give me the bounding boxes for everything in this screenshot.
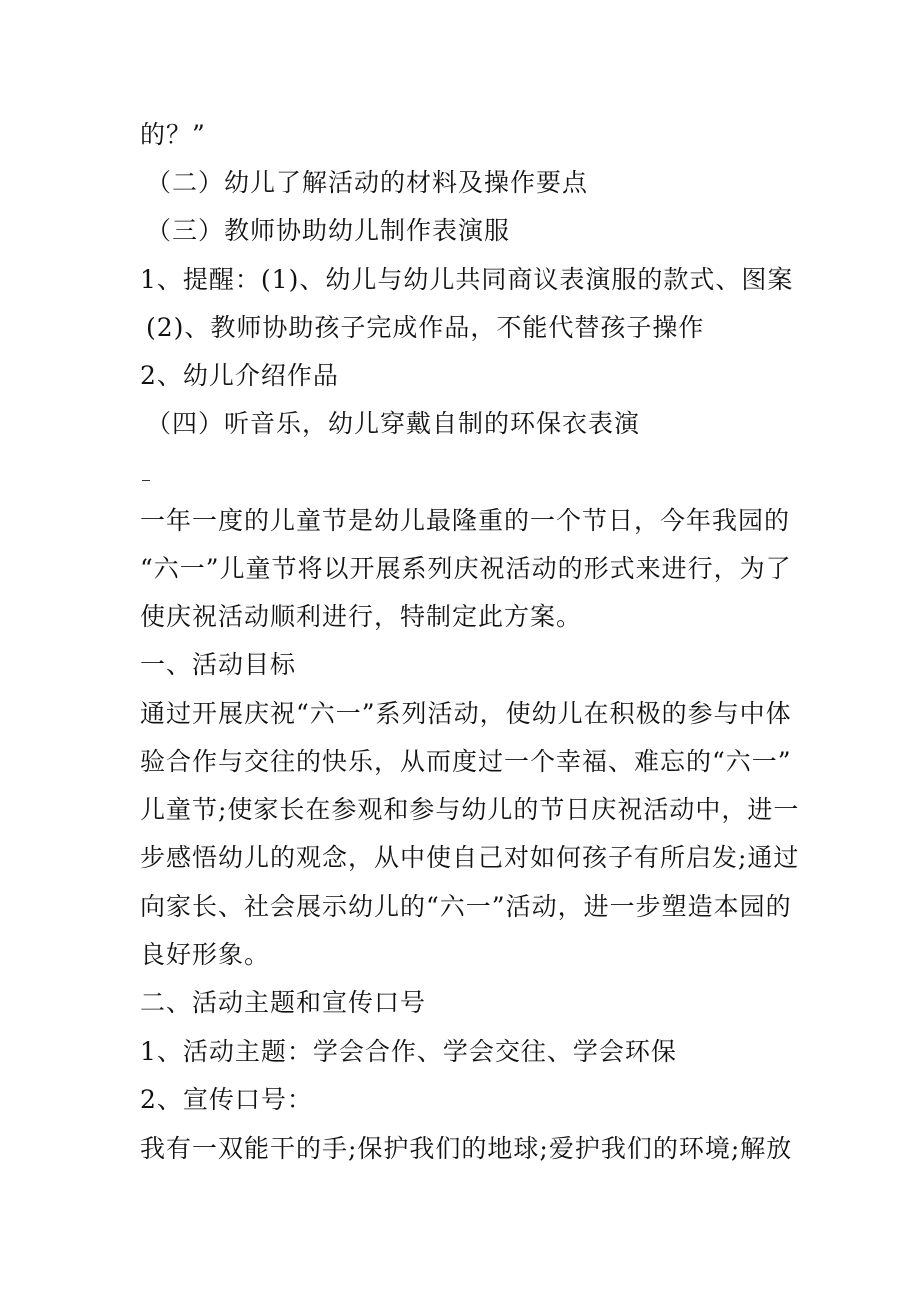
section-heading: 二、活动主题和宣传口号 <box>140 988 427 1017</box>
text-line: 使庆祝活动顺利进行，特制定此方案。 <box>140 602 583 631</box>
text-line: 良好形象。 <box>140 940 271 969</box>
text-line: 步感悟幼儿的观念，从中使自己对如何孩子有所启发;通过 <box>140 843 800 872</box>
paragraph-separator <box>142 480 150 481</box>
text-line: 一年一度的儿童节是幼儿最隆重的一个节日，今年我园的 <box>140 506 791 535</box>
text-line: 2、幼儿介绍作品 <box>140 361 339 390</box>
text-line: （三）教师协助幼儿制作表演服 <box>146 216 511 245</box>
text-line: “六一”儿童节将以开展系列庆祝活动的形式来进行，为了 <box>140 554 792 583</box>
text-line: 2、宣传口号： <box>140 1085 313 1114</box>
text-line: 通过开展庆祝“六一”系列活动，使幼儿在积极的参与中体 <box>140 699 792 728</box>
text-line: (2)、教师协助孩子完成作品，不能代替孩子操作 <box>146 313 705 342</box>
text-line: （四）听音乐，幼儿穿戴自制的环保衣表演 <box>146 409 641 438</box>
text-line: 1、提醒：(1)、幼儿与幼儿共同商议表演服的款式、图案 <box>140 265 794 294</box>
text-line: 儿童节;使家长在参观和参与幼儿的节日庆祝活动中，进一 <box>140 795 800 824</box>
text-line: （二）幼儿了解活动的材料及操作要点 <box>146 168 589 197</box>
text-line: 的？” <box>140 120 206 149</box>
text-line: 1、活动主题：学会合作、学会交往、学会环保 <box>140 1037 677 1066</box>
text-line: 向家长、社会展示幼儿的“六一”活动，进一步塑造本园的 <box>140 892 792 921</box>
section-heading: 一、活动目标 <box>140 650 297 679</box>
text-line: 验合作与交往的快乐，从而度过一个幸福、难忘的“六一” <box>140 747 792 776</box>
text-line: 我有一双能干的手;保护我们的地球;爱护我们的环境;解放 <box>140 1134 793 1163</box>
